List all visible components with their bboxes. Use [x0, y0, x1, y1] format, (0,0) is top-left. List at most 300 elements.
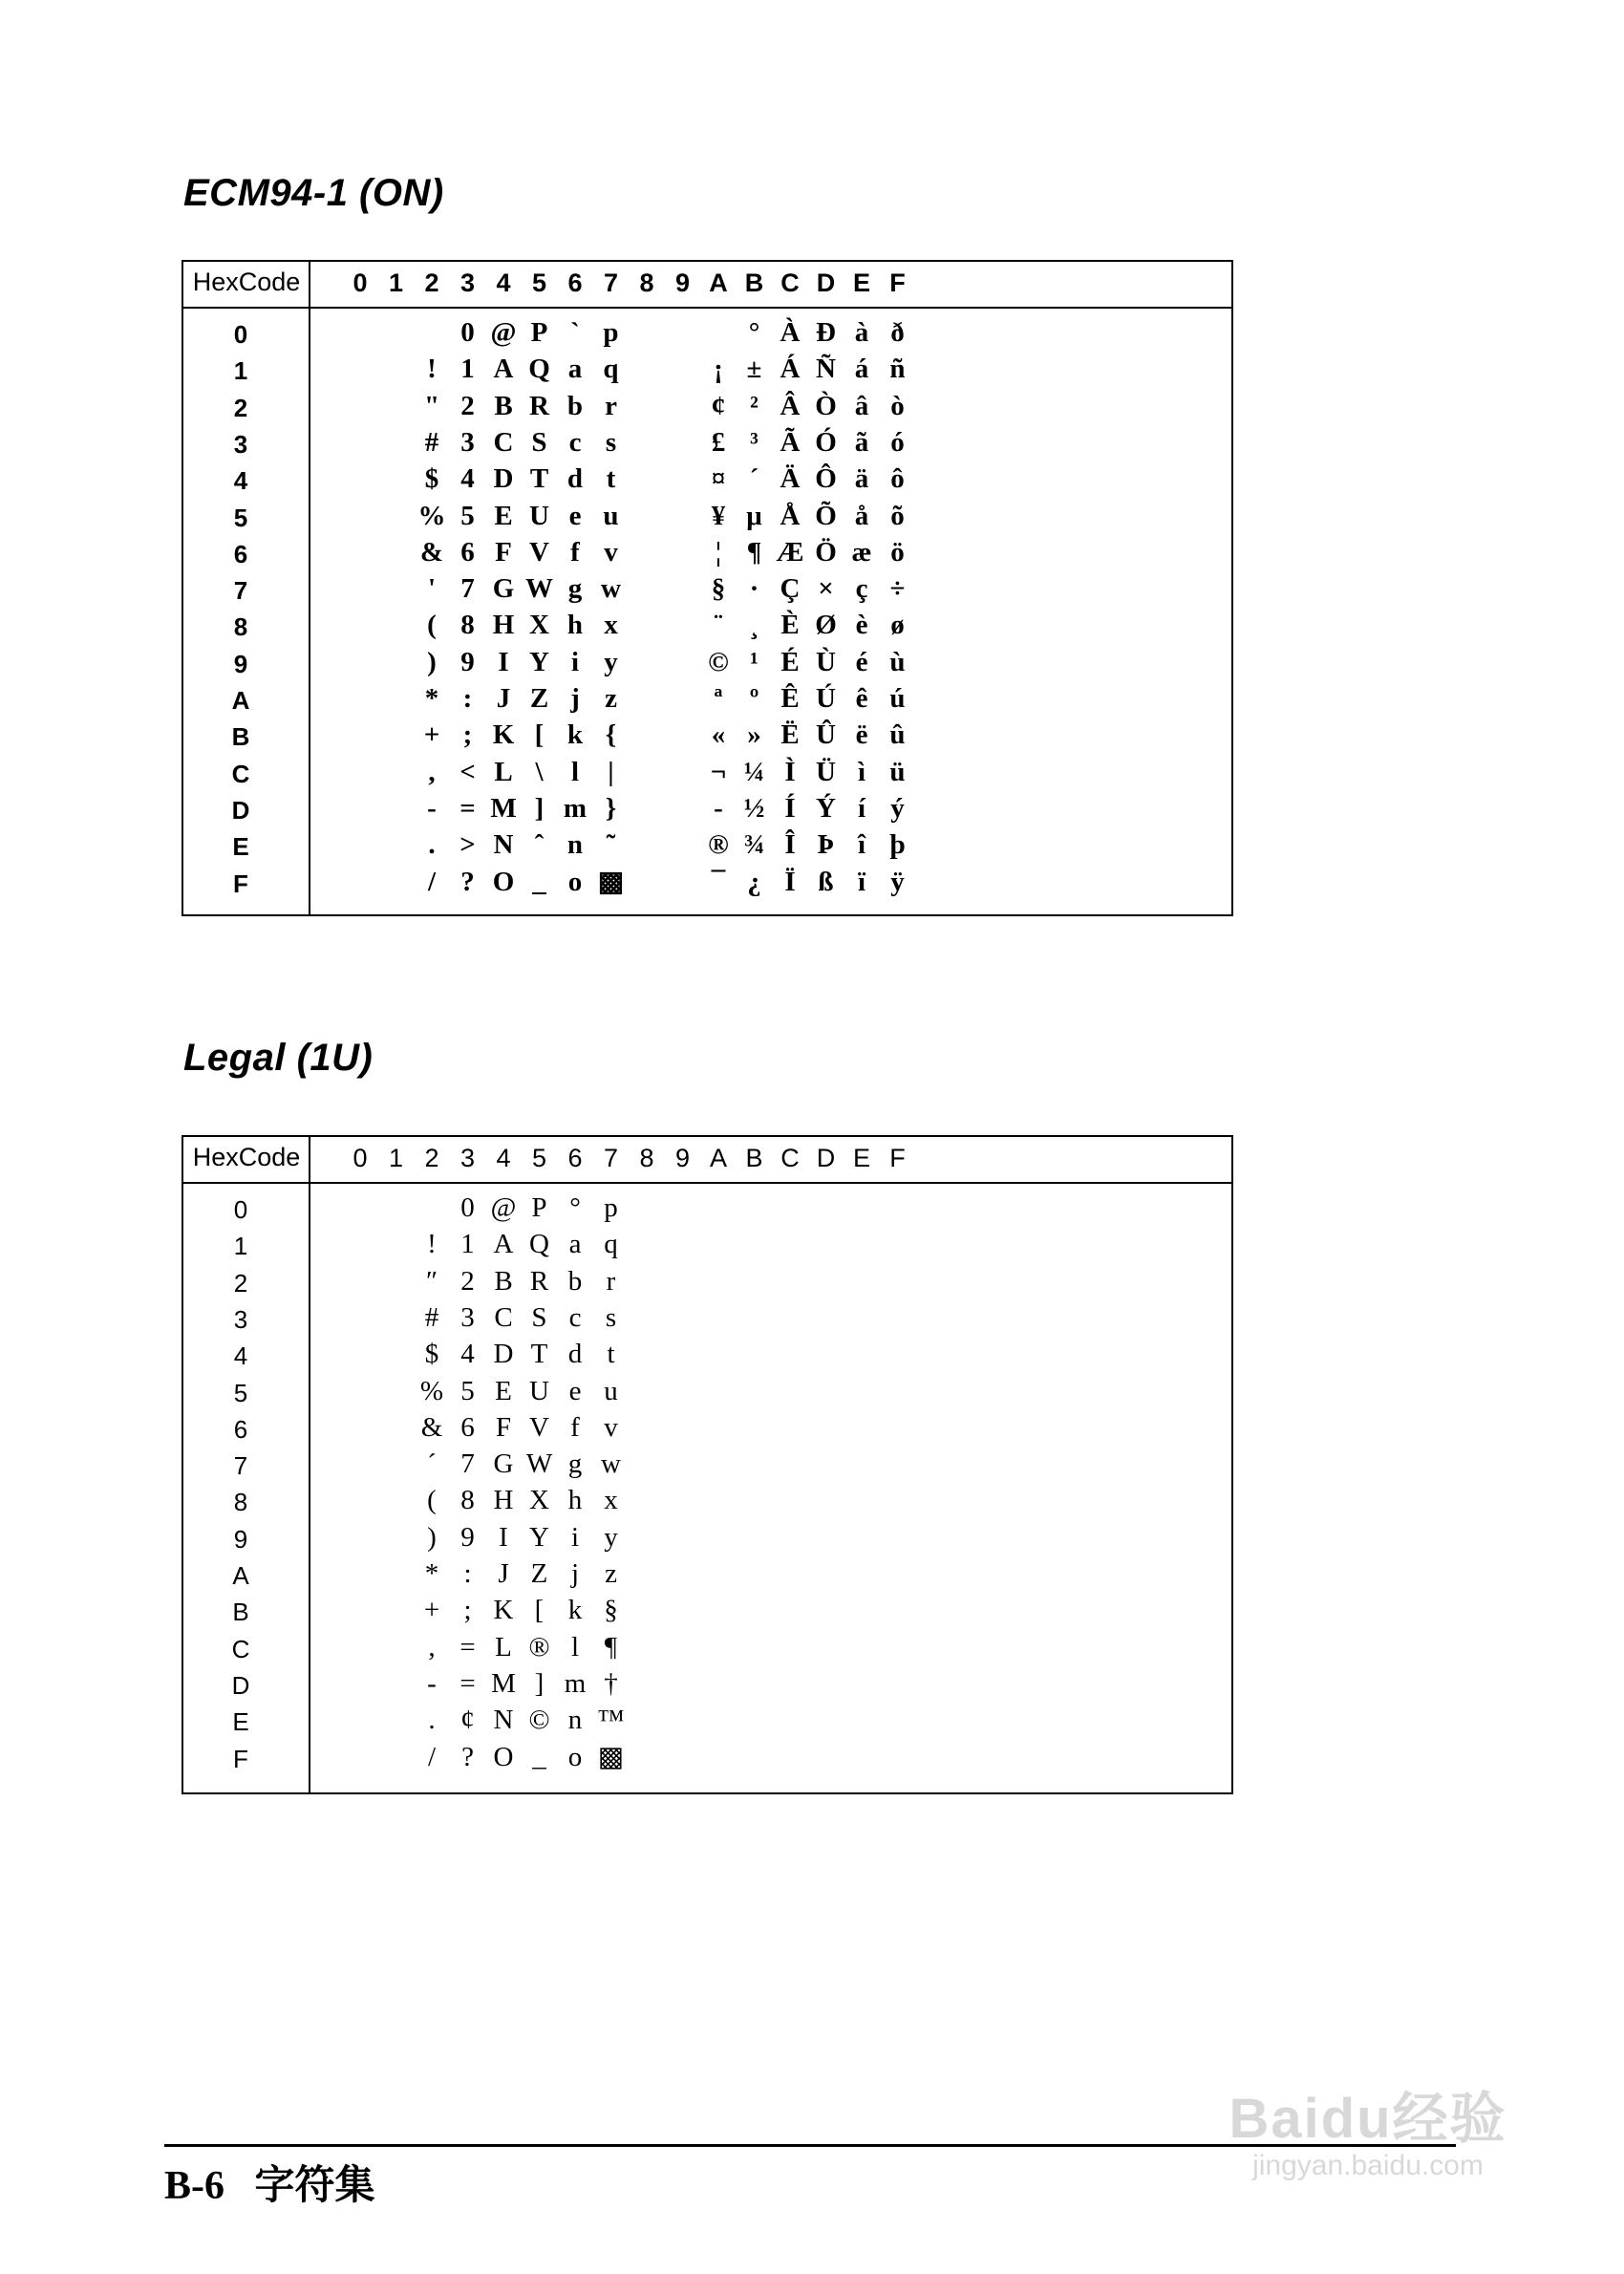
column-header: 1 [388, 1144, 404, 1172]
char-cell: à [854, 317, 869, 348]
row-header: B [232, 1598, 249, 1627]
char-cell: S [531, 426, 547, 458]
char-cell: W [525, 573, 553, 605]
char-cell: Ë [780, 719, 800, 751]
char-cell: Q [528, 354, 550, 385]
char-cell: ' [427, 573, 437, 605]
char-cell: T [529, 463, 549, 495]
char-cell: ? [461, 1741, 474, 1772]
char-cell: n [566, 829, 584, 861]
char-cell: 6 [460, 1411, 475, 1443]
char-cell: ▩ [597, 1741, 625, 1772]
char-cell: a [567, 354, 583, 385]
char-cell: _ [532, 1741, 546, 1772]
char-cell: e [568, 500, 582, 531]
char-cell: © [708, 646, 729, 677]
char-cell: É [780, 646, 800, 677]
column-header: 8 [639, 268, 654, 297]
char-cell: R [529, 1265, 549, 1297]
char-cell: # [424, 1301, 439, 1333]
char-cell: V [529, 536, 549, 568]
char-cell: x [604, 1485, 618, 1516]
char-cell: Å [780, 500, 801, 531]
char-cell: . [428, 1705, 436, 1736]
char-cell: 6 [460, 536, 475, 568]
char-cell: μ [746, 500, 762, 531]
char-cell: Â [780, 390, 801, 421]
char-cell: Ò [815, 390, 837, 421]
char-cell: + [423, 719, 440, 751]
char-cell: d [566, 463, 584, 495]
char-cell: † [604, 1667, 618, 1699]
char-cell: ê [855, 683, 868, 715]
char-cell: r [605, 390, 617, 421]
char-cell: Ñ [816, 354, 836, 385]
char-cell: z [605, 1558, 617, 1590]
char-cell: d [567, 1339, 583, 1370]
char-cell: 5 [460, 500, 475, 531]
column-header: 4 [496, 1144, 511, 1172]
char-cell: S [531, 1301, 547, 1333]
char-cell: ½ [743, 792, 765, 824]
char-cell: E [495, 1375, 512, 1406]
char-cell: 9 [460, 646, 475, 677]
char-cell: s [605, 426, 617, 458]
char-cell: A [493, 1229, 514, 1260]
row-header: 0 [233, 1195, 248, 1224]
char-cell: $ [424, 463, 439, 495]
char-cell: 1 [460, 354, 475, 385]
char-cell: D [493, 463, 514, 495]
char-cell: þ [889, 829, 906, 861]
char-cell: N [493, 1705, 514, 1736]
char-cell: ) [427, 646, 437, 677]
column-header: 3 [459, 1144, 476, 1172]
char-cell: 0 [460, 1192, 475, 1223]
char-cell: = [459, 1631, 476, 1663]
char-cell: ù [889, 646, 906, 677]
column-header: F [889, 1144, 906, 1172]
char-cell: ¾ [743, 829, 765, 861]
column-header: 9 [674, 268, 691, 297]
char-cell: ´ [427, 1448, 437, 1480]
row-header: A [231, 686, 250, 716]
char-cell: o [567, 1741, 583, 1772]
char-cell: C [494, 1301, 513, 1333]
hexcode-label: HexCode [192, 1143, 301, 1171]
column-header: F [889, 268, 906, 297]
char-cell: ² [750, 390, 759, 421]
char-cell: O [493, 1741, 514, 1772]
char-cell: - [714, 792, 723, 824]
char-cell: ü [889, 756, 906, 787]
char-cell: h [567, 1485, 583, 1516]
column-header: 0 [353, 1144, 368, 1172]
char-cell: · [749, 573, 759, 605]
char-cell: F [495, 536, 512, 568]
char-cell: " [423, 390, 440, 421]
char-cell: À [780, 317, 801, 348]
char-cell: ( [427, 610, 437, 641]
char-cell: ¹ [750, 646, 759, 677]
char-cell: - [427, 792, 437, 824]
char-cell: ó [890, 426, 905, 458]
char-cell: Z [529, 683, 549, 715]
char-cell: t [607, 1339, 615, 1370]
page-footer [164, 2154, 375, 2211]
char-cell: c [568, 426, 582, 458]
row-header: 5 [233, 503, 248, 532]
char-cell: E [494, 500, 513, 531]
char-cell: 3 [460, 1301, 475, 1333]
char-cell: & [420, 1411, 443, 1443]
char-cell: u [603, 500, 619, 531]
char-cell: ç [855, 573, 868, 605]
char-cell: z [605, 683, 617, 715]
char-cell: g [567, 573, 583, 605]
char-cell: Y [529, 646, 549, 677]
char-cell: t [606, 463, 616, 495]
column-header: 7 [603, 268, 619, 297]
char-cell: º [749, 683, 759, 715]
row-header: C [231, 759, 250, 788]
char-cell: } [605, 792, 617, 824]
char-cell: ¼ [743, 756, 765, 787]
char-cell: [ [534, 719, 545, 751]
char-cell: ( [427, 1485, 437, 1516]
char-cell: - [427, 1667, 437, 1699]
row-header: 8 [233, 612, 248, 642]
row-header: 3 [233, 1304, 248, 1334]
char-cell: i [570, 646, 580, 677]
char-cell: ™ [597, 1705, 625, 1736]
char-cell: ý [890, 792, 905, 824]
char-cell: Ä [780, 463, 801, 495]
column-header: 5 [531, 268, 547, 297]
char-cell: | [608, 756, 614, 787]
char-cell: ¶ [604, 1631, 618, 1663]
column-header: C [780, 268, 800, 297]
char-cell: ® [708, 829, 729, 861]
char-cell: Ó [815, 426, 837, 458]
char-cell: ¢ [460, 1705, 475, 1736]
char-cell: * [424, 1558, 439, 1590]
char-cell: % [417, 500, 446, 531]
char-cell: ° [569, 1192, 581, 1223]
row-header: 7 [233, 1451, 248, 1481]
char-cell: õ [890, 500, 905, 531]
row-header: 6 [233, 1414, 248, 1444]
char-cell: ▩ [597, 866, 625, 897]
watermark-url: jingyan.baidu.com [1252, 2150, 1484, 2181]
char-cell: Y [529, 1521, 549, 1553]
column-header: E [852, 268, 870, 297]
char-cell: V [529, 1411, 549, 1443]
char-cell: ã [854, 426, 869, 458]
row-header: 2 [233, 1268, 248, 1298]
char-cell: ″ [425, 1265, 438, 1297]
char-cell: D [493, 1339, 514, 1370]
char-cell: b [566, 390, 584, 421]
char-cell: ¤ [711, 463, 726, 495]
char-cell: e [568, 1375, 582, 1406]
char-cell: Ç [780, 573, 801, 605]
char-cell: ! [427, 1229, 437, 1260]
char-cell: £ [711, 426, 726, 458]
char-cell: L [494, 756, 513, 787]
char-cell: v [604, 536, 618, 568]
row-header: F [233, 1744, 248, 1773]
char-cell: l [570, 1631, 580, 1663]
charset-table-ecm94 [182, 260, 1233, 916]
char-cell: n [567, 1705, 583, 1736]
row-header: E [232, 832, 249, 862]
char-cell: J [498, 1558, 509, 1590]
column-header: A [709, 268, 728, 297]
row-header: C [231, 1634, 250, 1663]
row-header: 1 [233, 356, 248, 386]
char-cell: Þ [817, 829, 835, 861]
char-cell: Ô [815, 463, 837, 495]
char-cell: f [570, 536, 580, 568]
char-cell: B [494, 390, 513, 421]
char-cell: L [495, 1631, 512, 1663]
char-cell: m [563, 792, 588, 824]
char-cell: ± [746, 354, 762, 385]
char-cell: q [603, 354, 619, 385]
char-cell: ´ [749, 463, 759, 495]
char-cell: M [490, 792, 517, 824]
char-cell: ä [854, 463, 869, 495]
char-cell: ß [818, 866, 834, 897]
char-cell: ¦ [715, 536, 722, 568]
row-header: 9 [233, 649, 248, 678]
char-cell: X [529, 610, 549, 641]
char-cell: Ü [816, 756, 836, 787]
char-cell: k [567, 1595, 583, 1626]
char-cell: È [780, 610, 800, 641]
char-cell: 8 [460, 610, 475, 641]
row-header: 3 [233, 429, 248, 459]
char-cell: w [601, 573, 621, 605]
char-cell: , [428, 756, 436, 787]
char-cell: < [459, 756, 476, 787]
column-header: 4 [496, 268, 511, 297]
char-cell: { [605, 719, 617, 751]
char-cell: I [498, 646, 509, 677]
char-cell: ¶ [746, 536, 762, 568]
column-header: 2 [424, 1144, 439, 1172]
char-cell: Ø [815, 610, 837, 641]
table-divider [309, 1137, 310, 1792]
char-cell: ø [890, 610, 905, 641]
char-cell: Ê [780, 683, 800, 715]
char-cell: # [424, 426, 439, 458]
page-number: B-6 [164, 2164, 224, 2208]
char-cell: @ [490, 1192, 517, 1223]
footer-section-name: 字符集 [254, 2164, 375, 2208]
char-cell: P [531, 1192, 547, 1223]
char-cell: Ú [816, 683, 836, 715]
row-header: 2 [233, 393, 248, 422]
char-cell: j [570, 1558, 580, 1590]
char-cell: ¯ [711, 866, 726, 897]
char-cell: è [855, 610, 868, 641]
char-cell: h [566, 610, 584, 641]
char-cell: ] [534, 792, 545, 824]
column-header: 8 [639, 1144, 654, 1172]
char-cell: K [493, 1595, 514, 1626]
char-cell: ˆ [534, 829, 545, 861]
char-cell: § [604, 1595, 618, 1626]
char-cell: T [530, 1339, 548, 1370]
column-header: 0 [353, 268, 368, 297]
column-header: C [780, 1144, 800, 1172]
char-cell: ú [889, 683, 906, 715]
char-cell: H [492, 610, 515, 641]
char-cell: Û [816, 719, 836, 751]
char-cell: Đ [816, 317, 836, 348]
charset-table-legal [182, 1135, 1233, 1794]
char-cell: 3 [460, 426, 475, 458]
char-cell: H [493, 1485, 514, 1516]
char-cell: Z [530, 1558, 548, 1590]
char-cell: / [427, 866, 437, 897]
char-cell: Î [784, 829, 796, 861]
char-cell: î [857, 829, 866, 861]
char-cell: g [567, 1448, 583, 1480]
char-cell: & [419, 536, 444, 568]
char-cell: $ [424, 1339, 439, 1370]
row-header: 4 [233, 1341, 248, 1371]
row-header: E [232, 1707, 249, 1737]
char-cell: 1 [460, 1229, 475, 1260]
char-cell: J [496, 683, 511, 715]
watermark-logo-text: Baidu经验 [1229, 2088, 1507, 2150]
baidu-watermark [1177, 2073, 1559, 2182]
char-cell: « [711, 719, 726, 751]
char-cell: ` [570, 317, 580, 348]
row-header: D [231, 795, 250, 825]
char-cell: M [491, 1667, 516, 1699]
column-header: B [744, 268, 764, 297]
char-cell: : [463, 1558, 472, 1590]
char-cell: û [889, 719, 906, 751]
char-cell: § [711, 573, 726, 605]
char-cell: ñ [889, 354, 906, 385]
char-cell: = [459, 792, 476, 824]
char-cell: q [604, 1229, 618, 1260]
row-header: D [231, 1670, 250, 1700]
char-cell: K [492, 719, 515, 751]
char-cell: * [424, 683, 439, 715]
column-header: D [816, 1144, 836, 1172]
char-cell: ¢ [711, 390, 726, 421]
char-cell: 9 [460, 1521, 475, 1553]
column-header: 9 [674, 1144, 691, 1172]
char-cell: ÿ [890, 866, 905, 897]
char-cell: 2 [460, 1265, 475, 1297]
char-cell: Í [784, 792, 796, 824]
section-title-ecm94: ECM94-1 (ON) [183, 172, 444, 214]
char-cell: ˜ [606, 829, 616, 861]
char-cell: G [493, 1448, 514, 1480]
char-cell: 4 [460, 1339, 475, 1370]
char-cell: ° [748, 317, 760, 348]
row-header: 0 [233, 320, 248, 349]
char-cell: ¿ [747, 866, 761, 897]
char-cell: w [601, 1448, 621, 1480]
char-cell: b [567, 1265, 583, 1297]
char-cell: a [568, 1229, 582, 1260]
char-cell: Õ [815, 500, 837, 531]
char-cell: _ [532, 866, 546, 897]
char-cell: F [495, 1411, 512, 1443]
column-header: D [816, 268, 836, 297]
char-cell: Ù [816, 646, 836, 677]
row-header: 7 [233, 576, 248, 606]
char-cell: Á [780, 354, 801, 385]
char-cell: B [494, 1265, 513, 1297]
column-header: 3 [459, 268, 476, 297]
char-cell: [ [534, 1595, 545, 1626]
char-cell: G [492, 573, 515, 605]
char-cell: á [854, 354, 869, 385]
char-cell: » [747, 719, 761, 751]
char-cell: X [529, 1485, 549, 1516]
char-cell: Æ [776, 536, 804, 568]
char-cell: + [423, 1595, 440, 1626]
char-cell: 0 [460, 317, 475, 348]
char-cell: C [493, 426, 514, 458]
column-header: A [709, 1144, 727, 1172]
char-cell: 5 [460, 1375, 475, 1406]
column-header: 1 [388, 268, 404, 297]
section-title-legal: Legal (1U) [183, 1037, 374, 1079]
char-cell: m [564, 1667, 587, 1699]
char-cell: ¥ [711, 500, 726, 531]
char-cell: í [857, 792, 866, 824]
char-cell: r [606, 1265, 616, 1297]
char-cell: : [462, 683, 473, 715]
hexcode-label: HexCode [192, 268, 301, 296]
char-cell: ! [427, 354, 437, 385]
char-cell: ? [460, 866, 475, 897]
char-cell: ô [890, 463, 905, 495]
char-cell: ö [890, 536, 905, 568]
char-cell: Q [529, 1229, 549, 1260]
char-cell: v [604, 1411, 618, 1443]
char-cell: . [428, 829, 436, 861]
char-cell: ® [528, 1631, 550, 1663]
char-cell: 2 [460, 390, 475, 421]
char-cell: Ö [815, 536, 837, 568]
char-cell: ò [890, 390, 905, 421]
char-cell: o [567, 866, 583, 897]
char-cell: ) [427, 1521, 437, 1553]
char-cell: R [529, 390, 549, 421]
char-cell: \ [535, 756, 544, 787]
row-header: 9 [233, 1524, 248, 1554]
char-cell: j [570, 683, 580, 715]
row-header: 5 [233, 1378, 248, 1407]
char-cell: Ì [784, 756, 796, 787]
char-cell: % [419, 1375, 444, 1406]
char-cell: ; [462, 719, 473, 751]
char-cell: ] [534, 1667, 545, 1699]
char-cell: N [493, 829, 514, 861]
char-cell: 8 [460, 1485, 475, 1516]
